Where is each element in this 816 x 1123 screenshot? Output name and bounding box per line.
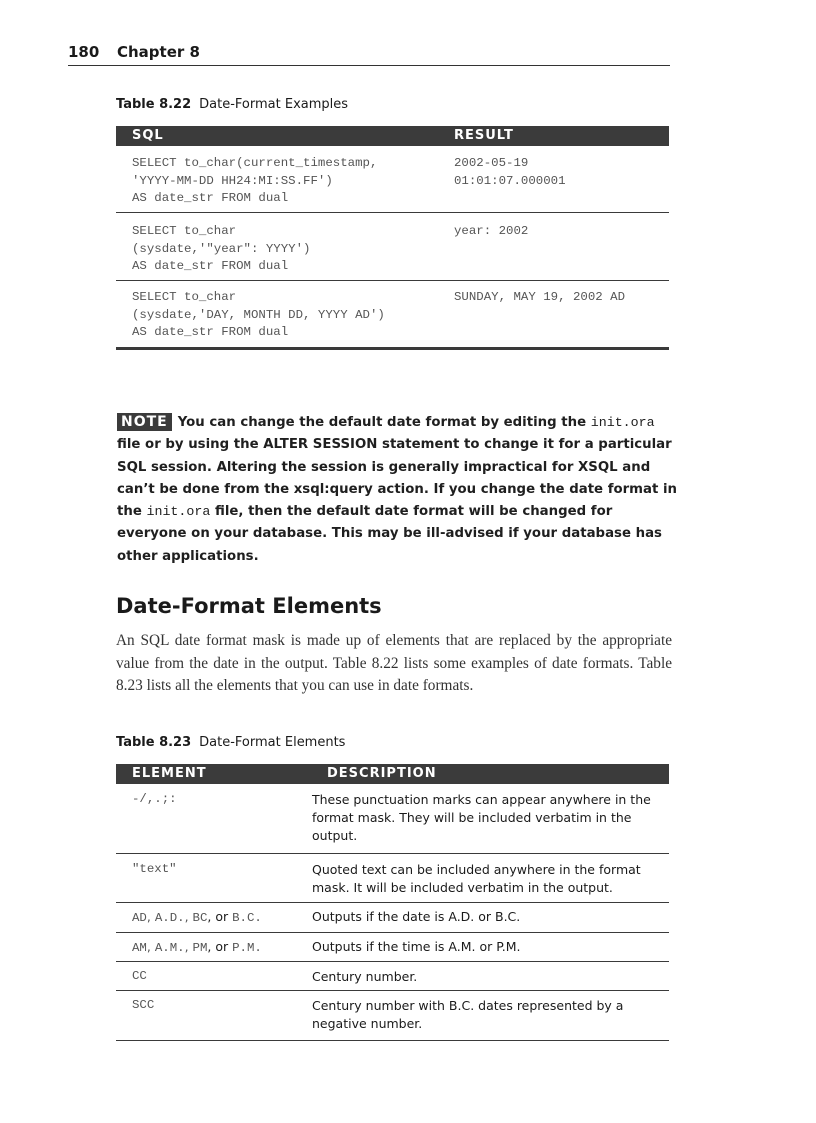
note-code-1: init.ora [590, 415, 655, 430]
element-cell: AD, A.D., BC, or B.C. [132, 909, 262, 925]
table-caption [116, 735, 345, 750]
table-title: Date-Format Elements [199, 735, 346, 750]
table-row [116, 854, 669, 903]
running-header [68, 43, 670, 67]
date-format-examples-table [116, 126, 669, 350]
table-label: Table 8.22 [116, 97, 192, 112]
section-heading: Date-Format Elements [116, 594, 382, 618]
note-text-2: file or by using the ALTER SESSION statement to change it for a particular SQL session. Altering the session is generally impractical for XSQL and can’t be done from the xsql:query action. If you change the date format in the [117, 437, 678, 520]
element-cell: AM, A.M., PM, or P.M. [132, 939, 262, 955]
description-cell: Outputs if the date is A.D. or B.C. [312, 909, 521, 924]
body-paragraph: An SQL date format mask is made up of elements that are replaced by the appropriate value from the date in the output. Table 8.22 lists some examples of date formats. Table 8.23 lists all the elements that you can use in date formats. [116, 632, 672, 694]
header-rule [68, 65, 670, 66]
description-cell: Outputs if the time is A.M. or P.M. [312, 939, 521, 954]
element-cell: -/,.;: [132, 792, 177, 806]
element-cell: "text" [132, 862, 177, 876]
description-cell: These punctuation marks can appear anywhere in the format mask. They will be included verbatim in the output. [312, 792, 651, 843]
table-header-row [116, 764, 669, 784]
result-cell: SUNDAY, MAY 19, 2002 AD [454, 290, 626, 304]
column-header-sql: SQL [132, 128, 164, 143]
result-cell: year: 2002 [454, 224, 529, 238]
note-badge: NOTE [117, 413, 172, 431]
table-row [116, 991, 669, 1041]
description-cell: Century number with B.C. dates represented by a negative number. [312, 998, 624, 1031]
table-row [116, 281, 669, 350]
sql-cell: SELECT to_char(current_timestamp, 'YYYY-MM-DD HH24:MI:SS.FF') AS date_str FROM dual [132, 156, 378, 205]
note-code-2: init.ora [146, 504, 211, 520]
page-number: 180 [68, 43, 100, 61]
table-row [116, 962, 669, 991]
table-row [116, 933, 669, 962]
table-row [116, 784, 669, 854]
table-row [116, 903, 669, 933]
description-cell: Century number. [312, 969, 418, 984]
element-cell: CC [132, 969, 147, 983]
sql-cell: SELECT to_char (sysdate,'DAY, MONTH DD, YYYY AD') AS date_str FROM dual [132, 290, 385, 339]
chapter-title: Chapter 8 [117, 43, 200, 61]
table-caption [116, 97, 348, 112]
table-label: Table 8.23 [116, 735, 192, 750]
table-row [116, 213, 669, 281]
table-header-row [116, 126, 669, 146]
description-cell: Quoted text can be included anywhere in the format mask. It will be included verbatim in the output. [312, 862, 641, 895]
sql-cell: SELECT to_char (sysdate,'"year": YYYY') AS date_str FROM dual [132, 224, 311, 273]
note-text-1: You can change the default date format by editing the [177, 415, 591, 430]
column-header-description: DESCRIPTION [327, 766, 437, 781]
result-cell: 2002-05-19 01:01:07.000001 [454, 156, 566, 188]
element-cell: SCC [132, 998, 155, 1012]
table-title: Date-Format Examples [199, 97, 349, 112]
note-text-3: file, then the default date format will be changed for everyone on your database. This may be ill-advised if your database has other applications. [117, 504, 662, 564]
date-format-elements-table [116, 764, 669, 1041]
table-row [116, 146, 669, 213]
column-header-element: ELEMENT [132, 766, 207, 781]
column-header-result: RESULT [454, 128, 514, 143]
note-box [117, 412, 677, 568]
